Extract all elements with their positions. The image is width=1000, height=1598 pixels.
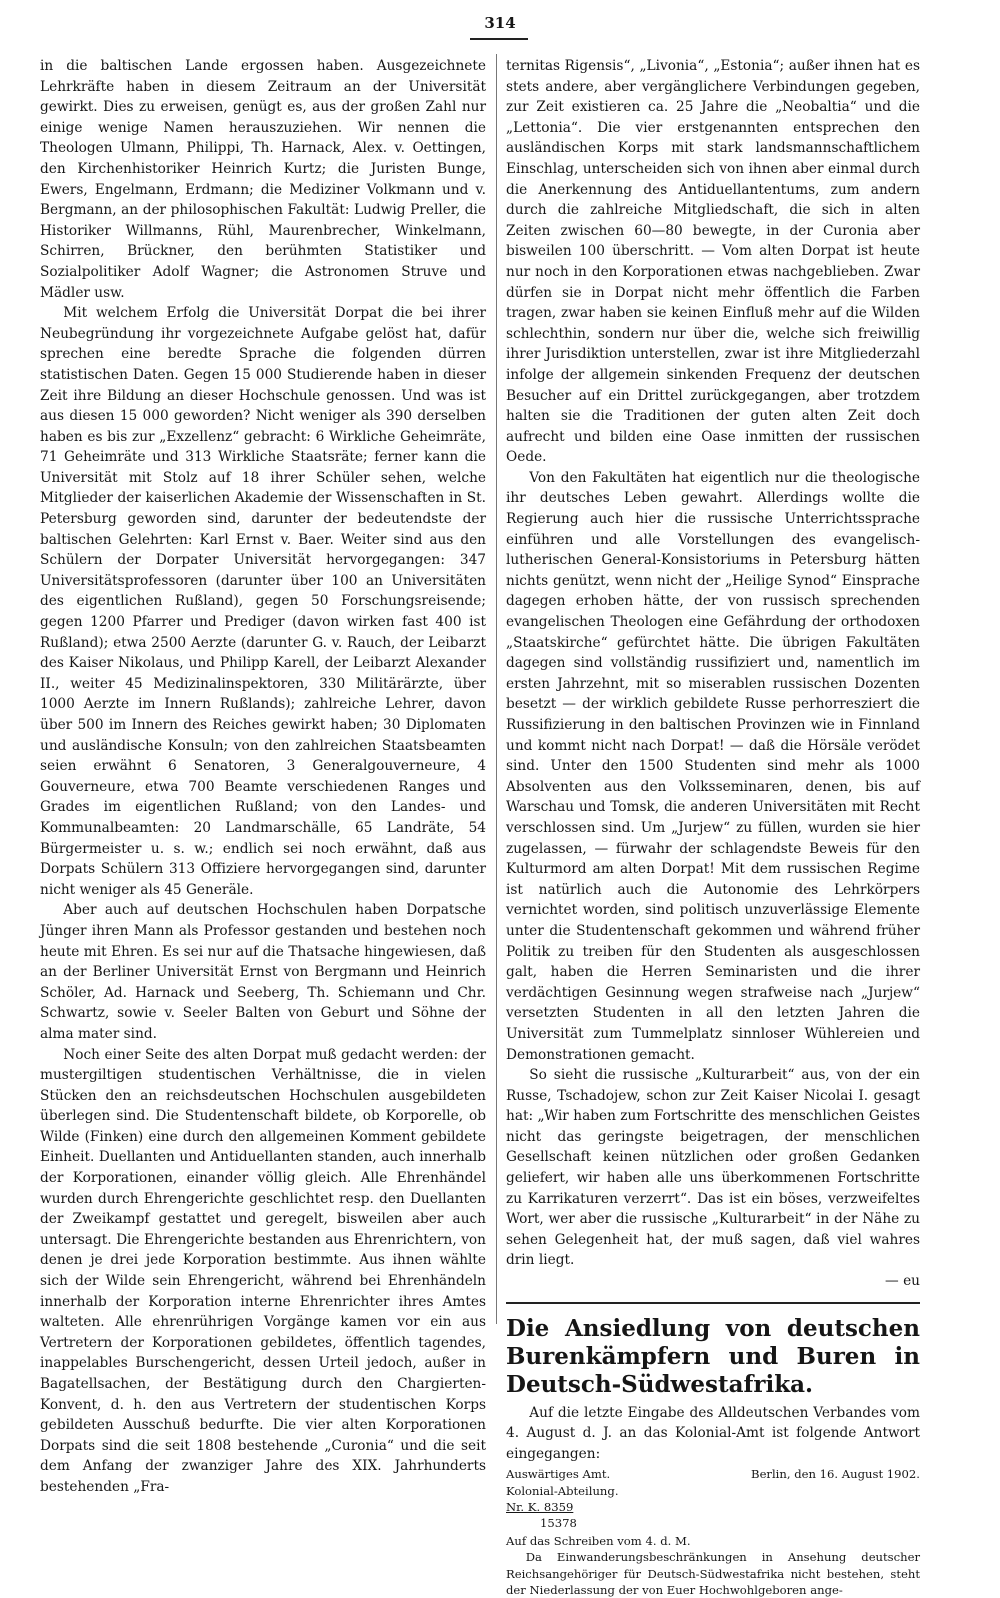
left-column — [40, 56, 486, 1498]
paragraph: ternitas Rigensis“, „Livonia“, „Estonia“; außer ihnen hat es stets andere, aber vergänglichere Verbindungen gegeben, zur Zeit existieren ca. 25 Jahre die „Neobaltia“ und die „Lettonia“. Die vier erstgenannten entsprechen den ausländischen Korps mit stark landsmannschaftlichem Einschlag, unterscheiden sich von ihnen aber einmal durch die Anerkennung des Antiduellantentums, zum andern durch die zahlreiche Mitgliedschaft, die sich in alten Zeiten zwischen 60—80 bewegte, in der Curonia aber bisweilen 100 überschritt. — Vom alten Dorpat ist heute nur noch in den Korporationen etwas nachgeblieben. Zwar dürfen sie in Dorpat nicht mehr öffentlich die Farben tragen, zwar haben sie keinen Einfluß mehr auf die Wilden schlechthin, sondern nur über die, welche sich freiwillig ihrer Jurisdiktion unterstellen, zwar ist ihre Mitgliederzahl infolge der allgemein sinkenden Frequenz der deutschen Besucher auf ein Drittel zurückgegangen, aber trotzdem halten sie die Traditionen der guten alten Zeit doch aufrecht und bilden eine Oase inmitten der russischen Oede. — [506, 58, 920, 466]
letterhead — [506, 1466, 920, 1531]
letterhead-place-date: Berlin, den 16. August 1902. — [751, 1467, 920, 1482]
column-divider — [496, 54, 497, 1324]
paragraph: Von den Fakultäten hat eigentlich nur die theologische ihr deutsches Leben gewahrt. Allerdings wollte die Regierung auch hier die russische Unterrichtssprache einführen und alle Vorstellungen des evangelisch-lutherischen General-Konsistoriums in Petersburg hätten nichts genützt, wenn nicht der „Heilige Synod“ Einsprache dagegen erhoben hätte, der von russisch sprechenden evangelischen Theologen eine Gefährdung der orthodoxen „Staatskirche“ gefürchtet hätte. Die übrigen Fakultäten dagegen sind vollständig russifiziert und, namentlich im ersten Jahrzehnt, mit so miserablen russischen Dozenten besetzt — der wirklich gebildete Russe perhorresziert die Russifizierung in den baltischen Provinzen wie in Finnland und kommt nicht nach Dorpat! — daß die Hörsäle verödet sind. Unter den 1500 Studenten sind mehr als 1000 Absolventen aus den Volksseminaren, denen, bis auf Warschau und Tomsk, die anderen Universitäten mit Recht verschlossen sind. Um „Jurjew“ zu füllen, wurden sie hier zugelassen, — fürwahr der schlagendste Beweis für den Kulturmord am alten Dorpat! Mit dem russischen Regime ist natürlich auch die Autonomie des Lehrkörpers vernichtet worden, sind politisch unzuverlässige Elemente unter die Studentenschaft gekommen und während früher Politik zu treiben für den Studenten als ausgeschlossen galt, haben die Herren Seminaristen und die ihrer verdächtigen Gesinnung wegen strafweise nach „Jurjew“ versetzten Studenten in all den letzten Jahren die Universität zum Tummelplatz sinnloser Wühlereien und Demonstrationen gemacht. — [506, 469, 920, 1063]
article-intro: Auf die letzte Eingabe des Alldeutschen Verbandes vom 4. August d. J. an das Kolonial-Amt ist folgende Antwort eingegangen: — [506, 1404, 920, 1462]
article-divider — [506, 1302, 920, 1304]
letter-subject: Auf das Schreiben vom 4. d. M. — [506, 1534, 691, 1549]
author-signature: — eu — [885, 1273, 920, 1290]
letter-body: Da Einwanderungsbeschränkungen in Ansehung deutscher Reichsangehöriger für Deutsch-Südwestafrika nicht bestehen, steht der Niederlassung der von Euer Hochwohlgeboren ange- — [506, 1550, 920, 1597]
paragraph: Aber auch auf deutschen Hochschulen haben Dorpatsche Jünger ihren Mann als Professor gestanden und bestehen noch heute mit Ehren. Es sei nur auf die Thatsache hingewiesen, daß an der Berliner Universität Ernst von Bergmann und Heinrich Schöler, Ad. Harnack und Seeberg, Th. Schiemann und Chr. Schwartz, sowie v. Seeler Balten von Geburt und Söhne der alma mater sind. — [40, 902, 486, 1042]
letterhead-department: Kolonial-Abteilung. — [506, 1483, 619, 1498]
paragraph: in die baltischen Lande ergossen haben. Ausgezeichnete Lehrkräfte haben in diesem Zeitraum an der Universität gewirkt. Dies zu erweisen, genügt es, aus der großen Zahl nur einige wenige Namen herauszuziehen. Wir nennen die Theologen Ulmann, Philippi, Th. Harnack, Alex. v. Oettingen, den Kirchenhistoriker Heinrich Kurtz; die Juristen Bunge, Ewers, Engelmann, Erdmann; die Mediziner Volkmann und v. Bergmann, an der philosophischen Fakultät: Ludwig Preller, die Historiker Willmanns, Rühl, Maurenbrecher, Winkelmann, Schirren, Brückner, den berühmten Statistiker und Sozialpolitiker Adolf Wagner; die Astronomen Struve und Mädler usw. — [40, 58, 486, 301]
letterhead-reference-subnumber: 15378 — [540, 1516, 577, 1531]
header-rule — [470, 38, 528, 40]
letterhead-sender — [506, 1466, 619, 1531]
article-title: Die Ansiedlung von deutschen Burenkämpfern und Buren in Deutsch-Südwestafrika. — [506, 1314, 920, 1398]
paragraph: So sieht die russische „Kulturarbeit“ aus, von der ein Russe, Tschadojew, schon zur Zeit Kaiser Nicolai I. gesagt hat: „Wir haben zum Fortschritte des menschlichen Geistes nicht das geringste beigetragen, der menschlichen Gesellschaft keinen nützlichen oder großen Gedanken geliefert, wir haben alle uns überkommenen Fortschritte zu Karrikaturen verzerrt“. Das ist ein böses, verzweifeltes Wort, wer aber die russische „Kulturarbeit“ in der Nähe zu sehen Gelegenheit hat, der muß sagen, daß viel wahres drin liegt. — [506, 1067, 920, 1269]
paragraph: Mit welchem Erfolg die Universität Dorpat die bei ihrer Neubegründung ihr vorgezeichnete Aufgabe gelöst hat, dafür sprechen eine beredte Sprache die folgenden dürren statistischen Daten. Gegen 15 000 Studierende haben in dieser Zeit ihre Bildung an dieser Hochschule genossen. Und was ist aus diesen 15 000 geworden? Nicht weniger als 390 derselben haben es bis zur „Exzellenz“ gebracht: 6 Wirkliche Geheimräte, 71 Geheimräte und 313 Wirkliche Staatsräte; ferner kann die Universität mit Stolz auf 18 ihrer Schüler sehen, welche Mitglieder der kaiserlichen Akademie der Wissenschaften in St. Petersburg geworden sind, darunter der bedeutendste der baltischen Gelehrten: Karl Ernst v. Baer. Weiter sind aus den Schülern der Dorpater Universität hervorgegangen: 347 Universitätsprofessoren (darunter über 100 an Universitäten des eigentlichen Rußland), gegen 50 Forschungsreisende; gegen 1200 Pfarrer und Prediger (davon wirken fast 400 ist Rußland); etwa 2500 Aerzte (darunter G. v. Rauch, der Leibarzt des Kaiser Nikolaus, und Philipp Karell, der Leibarzt Alexander II., weiter 45 Medizinalinspektoren, 330 Militärärzte, über 1000 Aerzte im Innern Rußlands); zahlreiche Lehrer, davon über 500 im Innern des Reiches gewirkt haben; 30 Diplomaten und ausländische Konsuln; von den zahlreichen Staatsbeamten seien erwähnt 6 Senatoren, 3 Generalgouverneure, 4 Gouverneure, etwa 700 Beamte verschiedenen Ranges und Grades im eigentlichen Rußland; von den Landes- und Kommunalbeamten: 20 Landmarschälle, 65 Landräte, 54 Bürgermeister u. s. w.; endlich sei noch erwähnt, daß aus Dorpats Schülern 313 Offiziere hervorgegangen sind, darunter nicht weniger als 45 Generäle. — [40, 305, 486, 898]
right-column — [506, 56, 920, 1598]
paragraph: Noch einer Seite des alten Dorpat muß gedacht werden: der mustergiltigen studentischen Verhältnisse, die in vielen Stücken den an reichsdeutschen Hochschulen ausgebildeten überlegen sind. Die Studentenschaft bildete, ob Korporelle, ob Wilde (Finken) eine durch den allgemeinen Komment gebildete Einheit. Duellanten und Antiduellanten standen, auch innerhalb der Korporationen, einander völlig gleich. Alle Ehrenhändel wurden durch Ehrengerichte geschlichtet resp. den Duellanten der Zweikampf gestattet und geregelt, bisweilen aber auch untersagt. Die Ehrengerichte bestanden aus Ehrenrichtern, von denen je drei jede Korporation bestimmte. Aus ihnen wählte sich der Wilde sein Ehrengericht, während bei Ehrenhändeln innerhalb der Korporation interne Ehrenrichter ihres Amtes walteten. Alle ehrenrührigen Vorgänge kamen vor ein aus Vertretern der Korporationen gebildetes, öffentlich tagendes, inappelables Burschengericht, dessen Urteil jedoch, außer in Bagatellsachen, der Bestätigung durch den Chargierten-Konvent, d. h. den aus Vertretern der studentischen Korps gebildeten Ausschuß bedurfte. Die vier alten Korporationen Dorpats sind die seit 1808 bestehende „Curonia“ und die seit dem Anfang der zwanziger Jahre des XIX. Jahrhunderts bestehenden „Fra- — [40, 1046, 486, 1495]
page-number: 314 — [484, 14, 516, 32]
letterhead-reference-number: Nr. K. 8359 — [506, 1499, 574, 1514]
letterhead-office: Auswärtiges Amt. — [506, 1467, 611, 1482]
